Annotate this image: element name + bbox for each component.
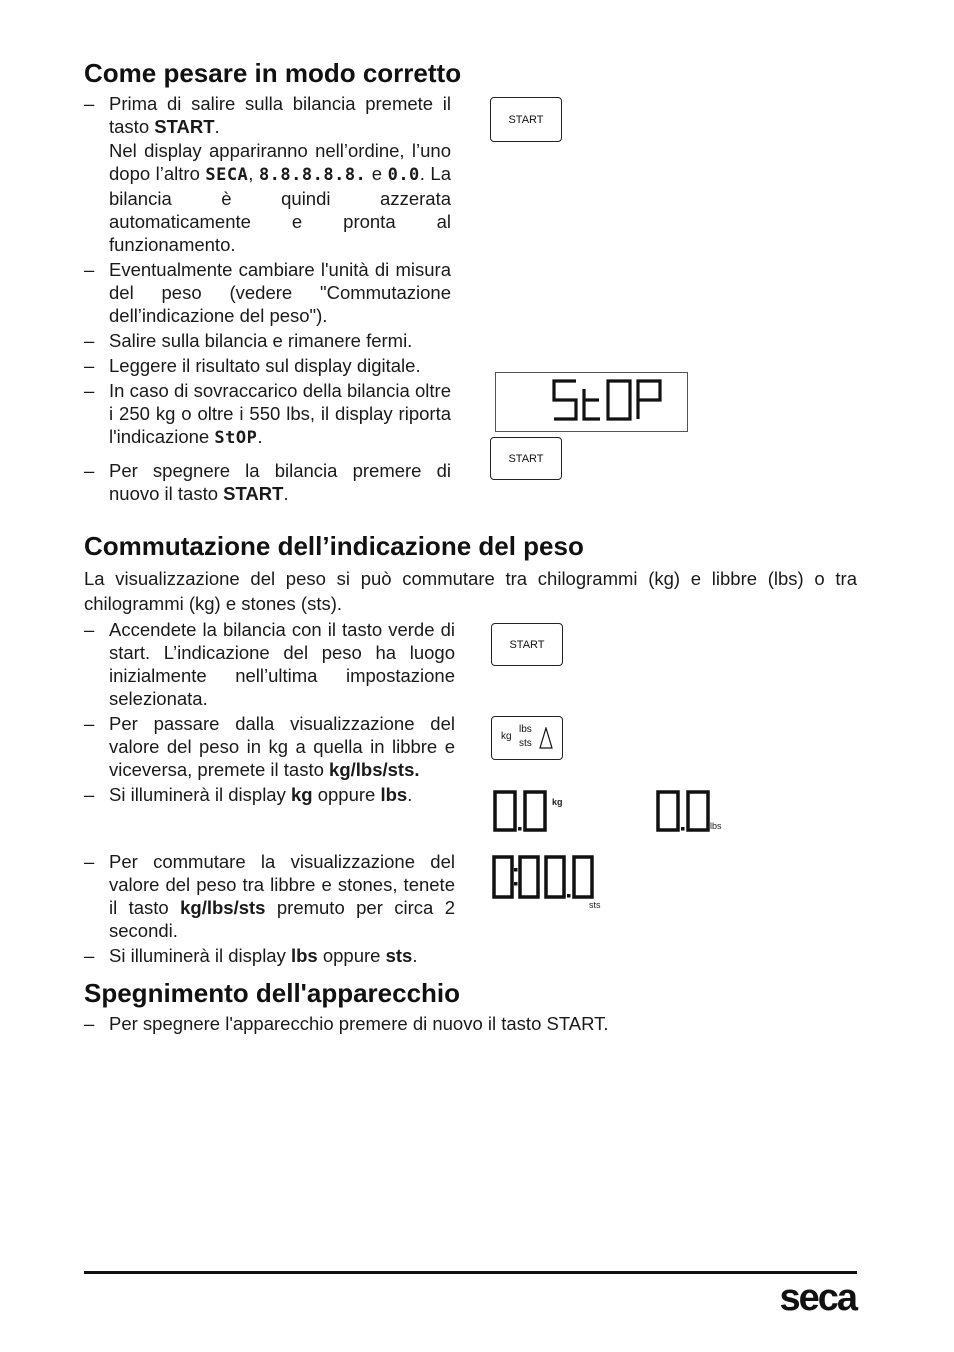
bullet-dash: – [84,259,95,280]
unit-key-ref: kg/lbs/sts. [329,759,420,780]
bullet-dash: – [84,330,95,351]
step-text-part: . [407,784,413,805]
unit-ref: lbs [380,784,408,805]
bullet-dash: – [84,619,95,640]
step-text-part: Prima di salire sulla bilancia premete il tasto [109,93,451,137]
step-text-part: e [366,163,388,184]
step-text: Si illuminerà il display [109,945,291,966]
step-text: Per commutare la visualizzazione del valore del peso tra libbre e stones, tenete il tasto [109,851,455,918]
list-item [84,329,451,352]
list-item [84,944,455,967]
step-text: Accendete la bilancia con il tasto verde di start. L’indicazione del peso ha luogo inizialmente nell’ultima impostazione selezionata. [109,619,455,709]
unit-button-sts-label: sts [519,738,532,749]
step-text: Per spegnere la bilancia premere di nuovo il tasto [109,460,451,504]
section-title-unit-switch: Commutazione dell’indicazione del peso [84,531,584,561]
step-text [109,139,451,256]
segment-digits-sts [492,855,604,901]
start-button-label: START [508,452,544,465]
list-item [84,379,451,450]
step-text: Leggere il risultato sul display digitale. [109,355,421,376]
segment-text-zero: 0.0 [387,165,420,185]
segment-text-seca: SECA [205,165,249,185]
display-sts [492,855,607,913]
bullet-dash: – [84,355,95,376]
power-off-steps-list [84,1012,857,1035]
unit-button-kg-label: kg [501,731,512,742]
list-item [84,618,455,710]
step-text-part: Nel display appariranno nell’ordine, l’uno dopo l’altro [109,140,451,184]
unit-switch-steps-list [84,618,455,967]
step-text: Eventualmente cambiare l'unità di misura del peso (vedere "Commutazione dell’indicazione del peso"). [109,259,451,326]
start-button-illustration [490,97,562,142]
display-unit-kg: kg [552,797,563,807]
step-text: In caso di sovraccarico della bilancia oltre i 250 kg o oltre i 550 lbs, il display riporta l'indicazione [109,380,451,447]
list-item [84,354,451,377]
step-text: Salire sulla bilancia e rimanere fermi. [109,330,413,351]
bullet-dash: – [84,380,95,401]
list-item [84,258,451,327]
start-button-illustration-2 [490,437,562,480]
bullet-dash: – [84,1013,95,1034]
unit-ref: kg [290,784,313,805]
list-item [84,712,455,781]
display-unit-lbs: lbs [710,821,722,831]
list-item [84,783,455,806]
bullet-dash: – [84,945,95,966]
start-button-label: START [509,638,545,651]
unit-button-illustration [491,716,563,760]
start-key-ref: START [223,483,284,504]
bullet-dash: – [84,93,95,114]
list-item [84,92,451,256]
footer-divider [84,1271,857,1274]
unit-switch-intro: La visualizzazione del peso si può commutare tra chilogrammi (kg) e libbre (lbs) o tra chilogrammi (kg) e stones (sts). [84,568,857,614]
bullet-dash: – [84,460,95,481]
segment-text-test: 8.8.8.8.8. [258,165,367,185]
start-button-label: START [508,113,544,126]
seca-logo: seca [779,1277,856,1319]
step-text-part: . [214,116,220,137]
bullet-dash: – [84,713,95,734]
section-title-power-off: Spegnimento dell'apparecchio [84,978,461,1008]
segment-digits-kg [493,790,553,834]
step-text: Per passare dalla visualizzazione del valore del peso in kg a quella in libbre e viceversa, premete il tasto [109,713,455,780]
bullet-dash: – [84,851,95,872]
start-key-ref: START [154,116,215,137]
triangle-icon [539,727,553,749]
display-kg [493,790,568,834]
section-title-weighing: Come pesare in modo corretto [84,58,462,88]
unit-ref: lbs [290,945,318,966]
unit-button-lbs-label: lbs [519,724,532,735]
step-text-part: . [283,483,289,504]
step-text [109,92,451,138]
bullet-dash: – [84,784,95,805]
list-item [84,1012,857,1035]
step-text-part: . La bilancia è quindi azzerata automaticamente e pronta al funzionamento. [109,163,452,255]
step-text-part: , [248,163,259,184]
unit-ref: sts [385,945,413,966]
step-text-part: premuto per circa 2 secondi. [109,897,456,941]
unit-key-ref: kg/lbs/sts [180,897,266,918]
step-text-part: . [412,945,418,966]
display-lbs [656,790,736,834]
stop-segment-digits [496,373,687,431]
list-item [84,459,451,505]
segment-digits-lbs [656,790,712,834]
display-unit-sts: sts [589,900,601,910]
step-text-part: oppure [312,784,381,805]
segment-text-stop: StOP [214,428,258,448]
step-text: Per spegnere l'apparecchio premere di nuovo il tasto START. [109,1013,609,1034]
step-text-part: . [257,426,263,447]
stop-display [495,372,688,432]
start-button-illustration-3 [491,623,563,666]
weighing-steps-list [84,92,451,505]
step-text: Si illuminerà il display [109,784,291,805]
list-item [84,850,455,942]
step-text-part: oppure [317,945,386,966]
